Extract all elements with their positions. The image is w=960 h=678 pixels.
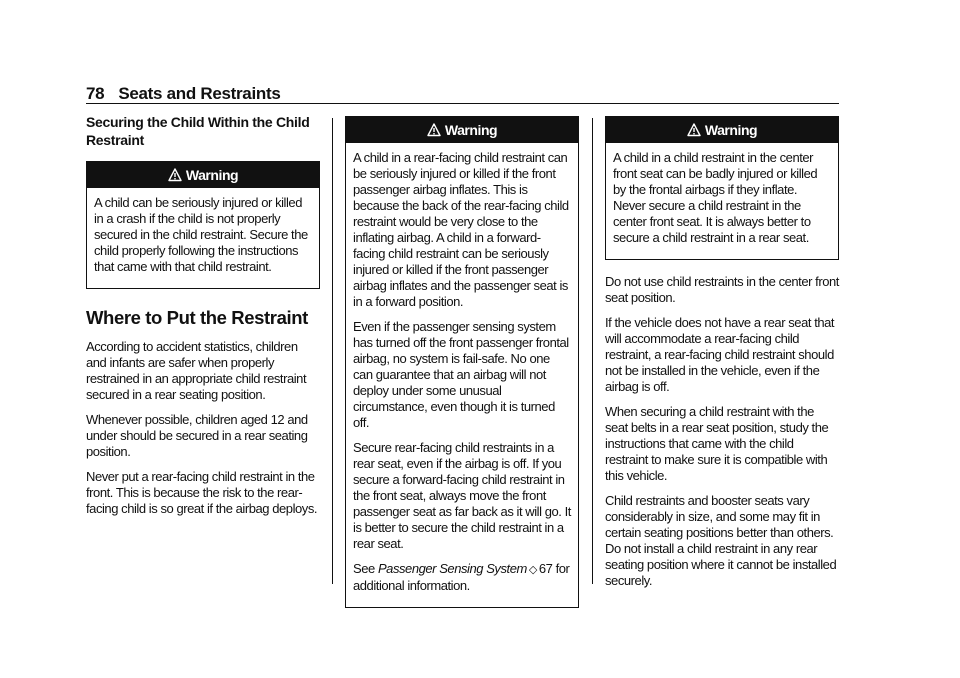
body-paragraph: Do not use child restraints in the center front seat position. <box>605 274 839 305</box>
page-number: 78 <box>86 84 105 103</box>
header-rule <box>86 103 839 104</box>
subheading: Securing the Child Within the Child Restraint <box>86 114 310 148</box>
warning-box <box>86 161 320 289</box>
column-3 <box>605 116 839 598</box>
body-paragraph: Whenever possible, children aged 12 and under should be secured in a rear seating position. <box>86 412 308 459</box>
page-reference-icon: ◇ <box>528 563 537 576</box>
warning-label: Warning <box>185 167 239 183</box>
warning-icon <box>687 123 701 137</box>
warning-header <box>87 162 319 188</box>
warning-header <box>606 117 838 143</box>
page-header <box>86 84 281 104</box>
warning-label: Warning <box>704 122 758 138</box>
body-paragraph: Child restraints and booster seats vary considerably in size, and some may fit in certain seating positions better than others. Do not install a child restraint in any rear seating position where it cannot be installed securely. <box>605 493 837 588</box>
section-heading: Where to Put the Restraint <box>86 307 308 328</box>
warning-box <box>605 116 839 260</box>
column-1 <box>86 113 320 526</box>
warning-label: Warning <box>444 122 498 138</box>
body-paragraph: When securing a child restraint with the seat belts in a rear seat position, study the instructions that came with the child restraint to make sure it is compatible with this vehicle. <box>605 404 829 483</box>
warning-text: A child in a rear-facing child restraint can be seriously injured or killed if the front passenger airbag inflates. This is because the back of the rear-facing child restraint would be very close to the inflating airbag. A child in a forward-facing child restraint can be seriously injured or killed if the front passenger airbag inflates and the passenger seat is in a forward position. <box>353 150 569 309</box>
body-paragraph: Never put a rear-facing child restraint in the front. This is because the risk to the rear-facing child is so great if the airbag deploys. <box>86 469 318 516</box>
warning-box <box>345 116 579 608</box>
column-divider-2 <box>592 118 593 584</box>
section-title: Seats and Restraints <box>118 84 281 103</box>
body-paragraph: According to accident statistics, children and infants are safer when properly restrained in an appropriate child restraint secured in a rear seating position. <box>86 339 307 402</box>
cross-reference-link[interactable]: Passenger Sensing System <box>377 561 527 576</box>
warning-icon <box>168 168 182 182</box>
column-divider-1 <box>332 118 333 584</box>
warning-text: A child in a child restraint in the center front seat can be badly injured or killed by the frontal airbags if they inflate. Never secure a child restraint in the center front seat. It is always better to secure a child restraint in a rear seat. <box>613 150 818 245</box>
cross-reference: See Passenger Sensing System ◇ 67 for additional information. <box>353 561 570 593</box>
body-paragraph: If the vehicle does not have a rear seat that will accommodate a rear-facing child restraint, a rear-facing child restraint should not be installed in the vehicle, even if the airbag is off. <box>605 315 835 394</box>
cross-reference-page[interactable]: 67 <box>538 561 553 576</box>
warning-text: Even if the passenger sensing system has turned off the front passenger frontal airbag, no system is fail-safe. No one can guarantee that an airbag will not deploy under some unusual circumstance, even though it is turned off. <box>353 319 569 430</box>
warning-header <box>346 117 578 143</box>
warning-icon <box>427 123 441 137</box>
column-2 <box>345 116 579 622</box>
warning-text: A child can be seriously injured or killed in a crash if the child is not properly secured in the child restraint. Secure the child properly following the instructions that came with that child restraint. <box>94 195 308 274</box>
warning-text: Secure rear-facing child restraints in a rear seat, even if the airbag is off. If you secure a forward-facing child restraint in the front seat, always move the front passenger seat as far back as it will go. It is better to secure the child restraint in a rear seat. <box>353 440 571 551</box>
